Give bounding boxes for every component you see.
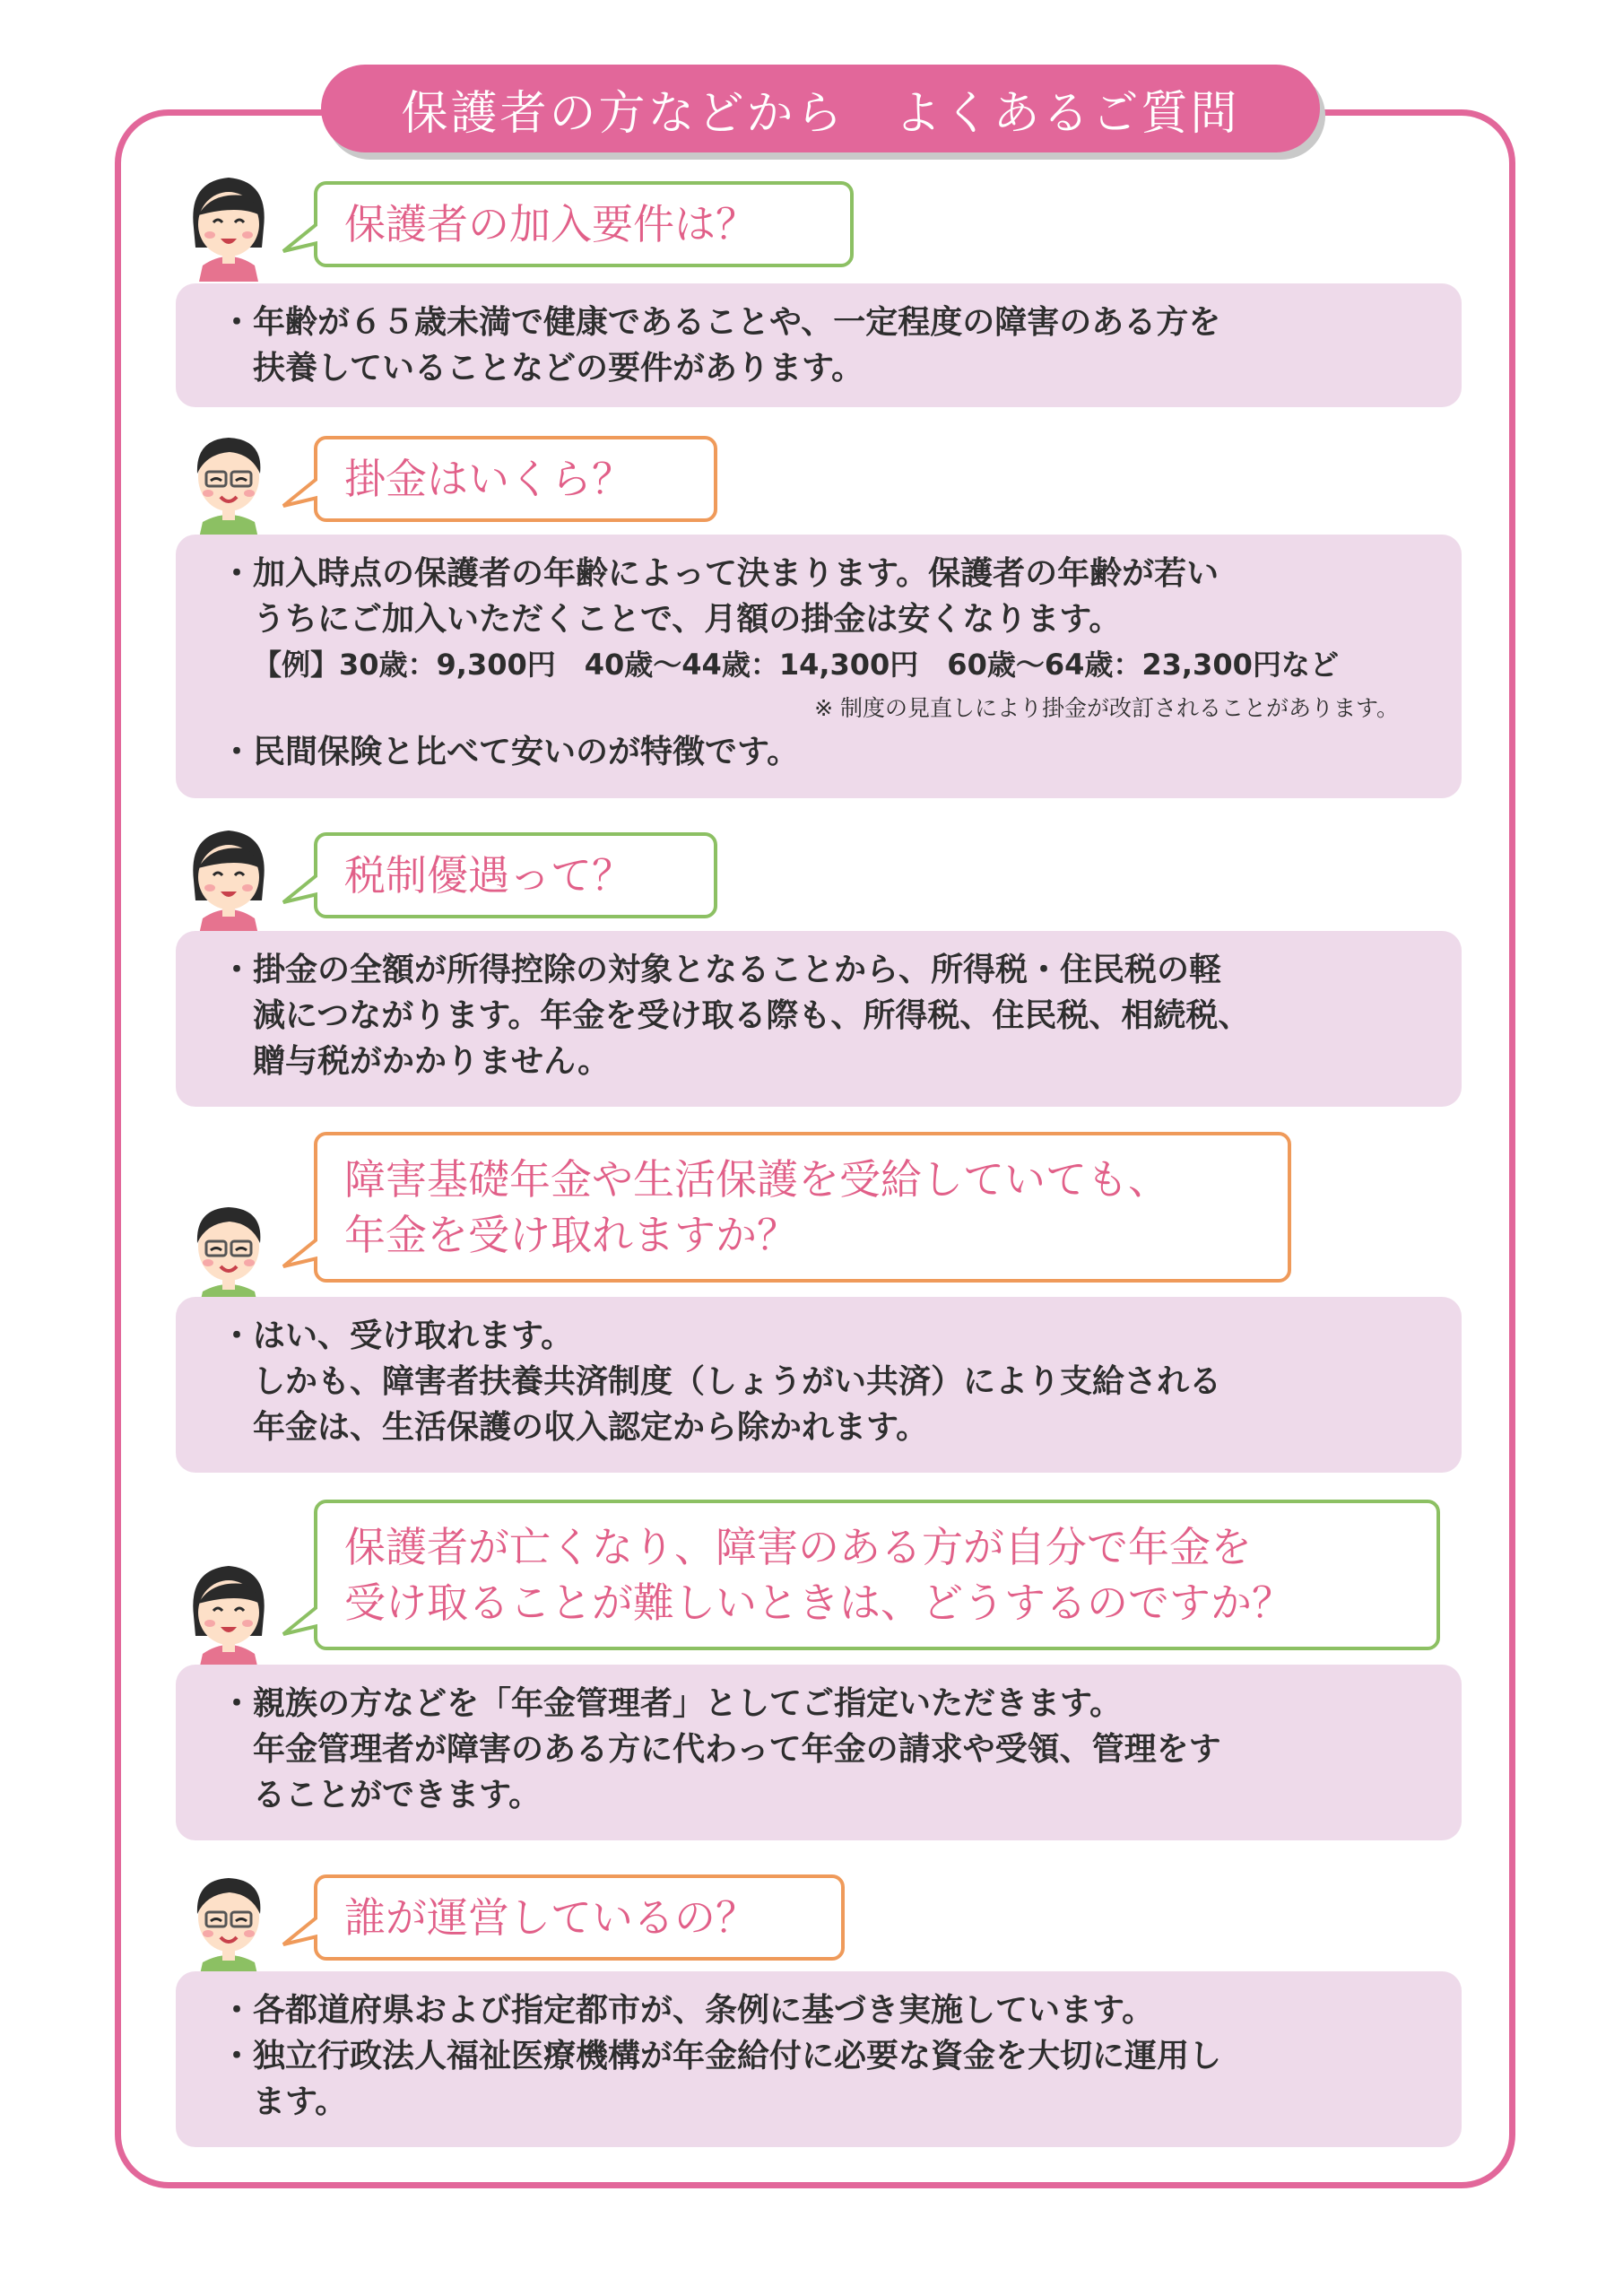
answer-line: ・独立行政法人福祉医療機構が年金給付に必要な資金を大切に運用し <box>221 2038 1222 2074</box>
page-title: 保護者の方などから よくあるご質問 <box>401 86 1240 141</box>
father-avatar-icon <box>176 1862 282 1979</box>
mother-avatar-icon <box>176 1553 282 1670</box>
answer-line: ます。 <box>253 2083 348 2120</box>
premium-example: 【例】30歳：9,300円 40歳～44歳：14,300円 60歳～64歳：23,300円など <box>253 648 1339 682</box>
father-avatar-icon <box>176 422 282 538</box>
answer-line: ・民間保険と比べて安いのが特徴です。 <box>221 734 800 770</box>
question-bubble <box>314 832 717 918</box>
question-bubble <box>314 1500 1440 1650</box>
question-text: 保護者の加入要件は？ <box>344 200 757 248</box>
answer-line: ・加入時点の保護者の年齢によって決まります。保護者の年齢が若い <box>221 555 1219 592</box>
answer-line: 年金管理者が障害のある方に代わって年金の請求や受領、管理をす <box>253 1731 1221 1768</box>
answer-line: 贈与税がかかりません。 <box>253 1043 611 1080</box>
answer-line: 年金は、生活保護の収入認定から除かれます。 <box>253 1409 929 1446</box>
question-text: 掛金はいくら？ <box>344 455 633 503</box>
revision-note: ※ 制度の見直しにより掛金が改訂されることがあります。 <box>814 695 1399 721</box>
answer-line: 扶養していることなどの要件があります。 <box>253 350 864 387</box>
answer-box <box>176 931 1462 1107</box>
answer-box <box>176 1297 1462 1473</box>
answer-line: ・親族の方などを「年金管理者」としてご指定いただきます。 <box>221 1685 1123 1722</box>
question-text: 誰が運営しているの？ <box>344 1893 757 1942</box>
answer-line: しかも、障害者扶養共済制度（しょうがい共済）により支給される <box>253 1363 1222 1400</box>
answer-box <box>176 535 1462 798</box>
question-text: 税制優遇って？ <box>344 851 633 900</box>
mother-avatar-icon <box>176 165 282 282</box>
mother-avatar-icon <box>176 818 282 935</box>
question-text: 保護者が亡くなり、障害のある方が自分で年金を 受け取ることが難しいときは、どうするのですか？ <box>344 1523 1293 1627</box>
answer-line: 減につながります。年金を受け取る際も、所得税、住民税、相続税、 <box>253 997 1251 1034</box>
question-bubble <box>314 181 854 267</box>
answer-line: うちにご加入いただくことで、月額の掛金は安くなります。 <box>253 601 1122 638</box>
answer-line: ・はい、受け取れます。 <box>221 1318 574 1354</box>
question-bubble <box>314 1132 1291 1283</box>
answer-box <box>176 283 1462 407</box>
answer-line: ・掛金の全額が所得控除の対象となることから、所得税・住民税の軽 <box>221 952 1222 988</box>
answer-line: ・年齢が６５歳未満で健康であることや、一定程度の障害のある方を <box>221 304 1221 341</box>
title-banner <box>321 65 1320 152</box>
question-bubble <box>314 1874 845 1961</box>
answer-box <box>176 1971 1462 2147</box>
answer-line: ・各都道府県および指定都市が、条例に基づき実施しています。 <box>221 1992 1155 2029</box>
father-avatar-icon <box>176 1191 282 1308</box>
question-bubble <box>314 436 717 522</box>
answer-line: ることができます。 <box>253 1777 542 1813</box>
question-text: 障害基礎年金や生活保護を受給していても、 年金を受け取れますか？ <box>344 1155 1169 1259</box>
answer-box <box>176 1665 1462 1840</box>
